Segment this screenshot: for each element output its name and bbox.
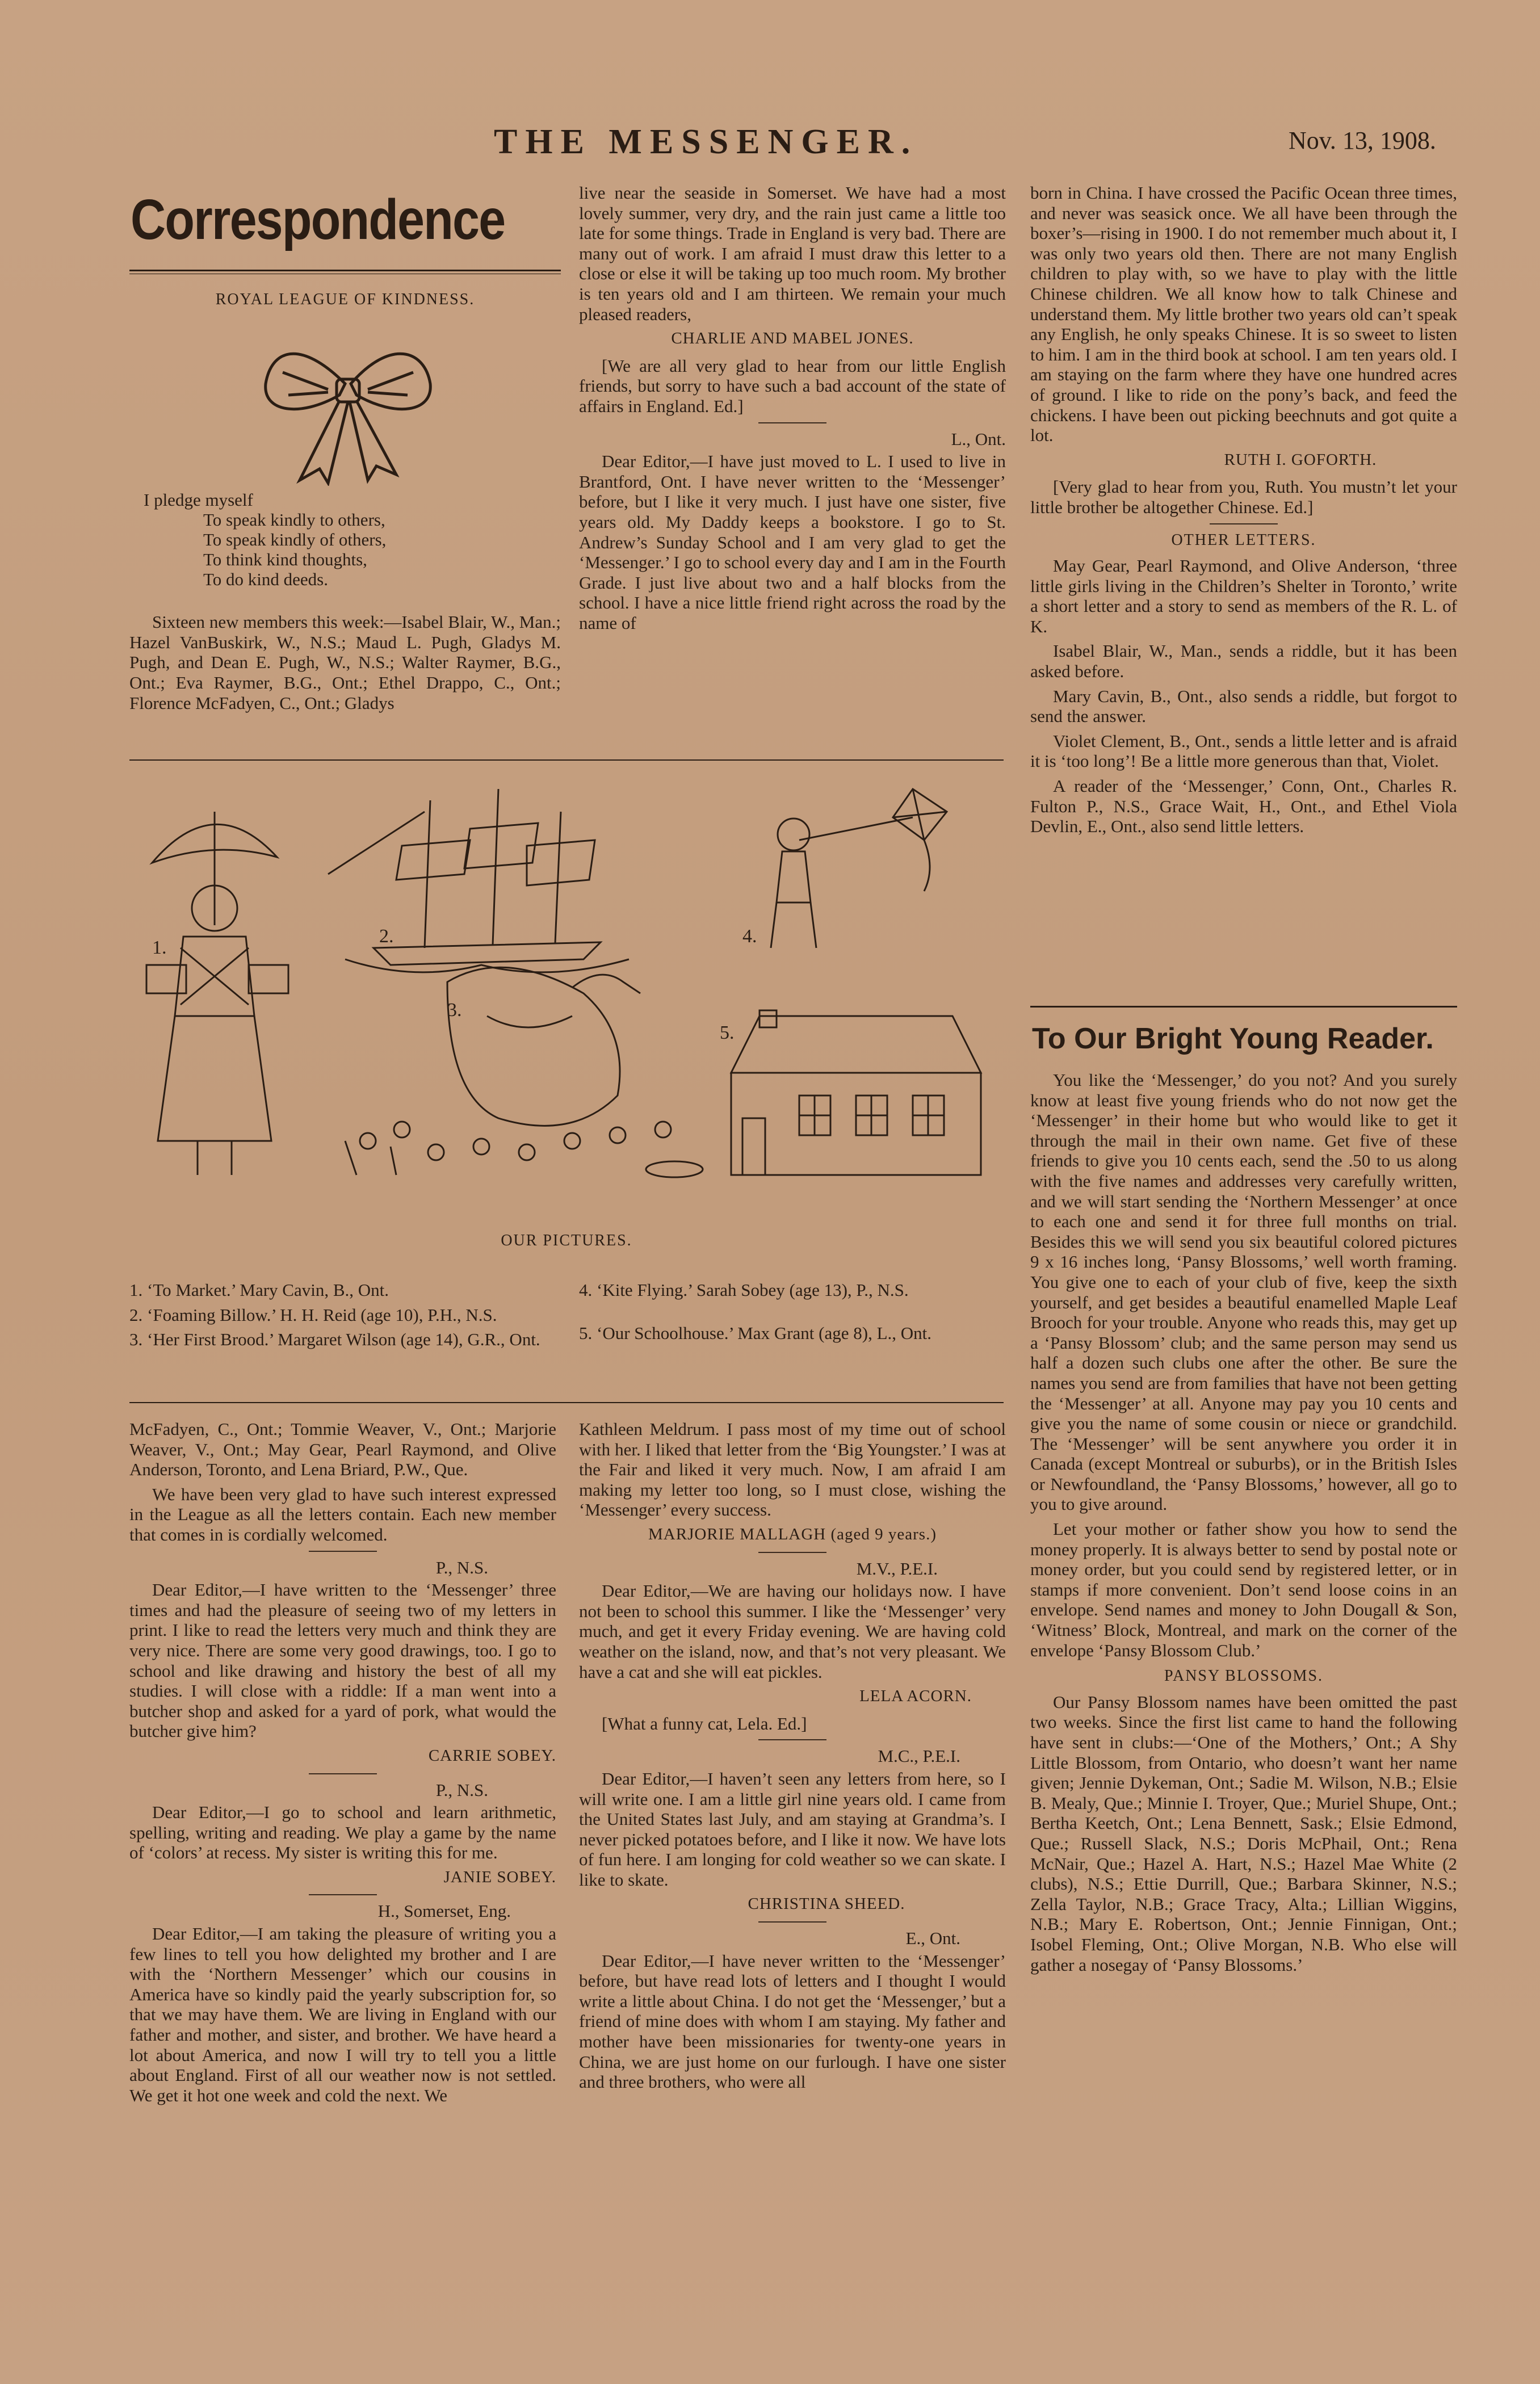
section-rule	[129, 759, 1004, 761]
letter-text-cont: Kathleen Meldrum. I pass most of my time out of school with her. I liked that letter from the ‘Big Youngster.’ I was at the Fair and liked it very much. Now, I am afraid I am making my letter too long, so I must close, wishing the ‘Messenger’ every success.	[579, 1419, 1006, 1520]
editor-note: [Very glad to hear from you, Ruth. You mustn’t let your little brother be altogether Chinese. Ed.]	[1030, 477, 1457, 517]
divider	[758, 1552, 826, 1553]
picture-caption: 4. ‘Kite Flying.’ Sarah Sobey (age 13), P., N.S.	[579, 1280, 909, 1300]
column-2-top	[579, 183, 1006, 637]
picture-label: 5.	[720, 1022, 735, 1043]
divider	[758, 1739, 826, 1740]
editor-note: [We are all very glad to hear from our little English friends, but sorry to have such a bad account of the state of affairs in England. Ed.]	[579, 355, 1006, 416]
picture-caption: 1. ‘To Market.’ Mary Cavin, B., Ont.	[129, 1280, 389, 1300]
other-letter: May Gear, Pearl Raymond, and Olive Anderson, ‘three little girls living in the Children’s Shelter in Toronto,’ write a short letter and a story to send as members of the R. L. of K.	[1030, 556, 1457, 636]
picture-label: 4.	[742, 926, 757, 947]
letter-text: Dear Editor,—I haven’t seen any letters from here, so I will write one. I am a little girl nine years old. I came from the United States last July, and am staying at Grandma’s. I never picked potatoes before, and I like it now. We have lots of fun here. I am longing for cold weather so we can skate. I like to skate.	[579, 1768, 1006, 1890]
other-letter: Violet Clement, B., Ont., sends a little letter and is afraid it is ‘too long’! Be a little more generous than that, Violet.	[1030, 731, 1457, 771]
welcome-note: We have been very glad to have such interest expressed in the League as all the letters contain. Each new member that comes in is cordially welcomed.	[129, 1484, 556, 1544]
letter-location: E., Ont.	[905, 1928, 960, 1949]
section-rule	[129, 1402, 1004, 1403]
letter-signature: CHARLIE AND MABEL JONES.	[671, 329, 914, 348]
pledge-line: I pledge myself	[144, 490, 253, 510]
letter-location: P., N.S.	[435, 1557, 488, 1577]
column-1-top	[129, 284, 561, 717]
bright-reader-text: Let your mother or father show you how to send the money properly. It is always better to send by postal note or money order, but you could send by registered letter, or in stamps if more convenient. Don’t send loose coins in an envelope. Send names and money to John Dougall & Son, ‘Witness’ Block, Montreal, and mark on the corner of the envelope ‘Pansy Blossom Club.’	[1030, 1519, 1457, 1660]
letter-signature: RUTH I. GOFORTH.	[1224, 450, 1377, 469]
divider	[1210, 523, 1278, 524]
captions-left	[129, 1280, 556, 1354]
letter-text: live near the seaside in Somerset. We have had a most lovely summer, very dry, and the rain just came a little too late for some things. Trade in England is very bad. There are many out of work. I am afraid I must draw this letter to a close or else it will be taking up too much room. My brother is ten years old and I am thirteen. We remain your much pleased readers,	[579, 183, 1006, 324]
members-list-cont: McFadyen, C., Ont.; Tommie Weaver, V., Ont.; Marjorie Weaver, V., Ont.; May Gear, Pearl Raymond, and Olive Anderson, Toronto, and Lena Briard, P.W., Que.	[129, 1419, 556, 1480]
members-list: Sixteen new members this week:—Isabel Blair, W., Man.; Hazel VanBuskirk, W., N.S.; Maud L. Pugh, Gladys M. Pugh, and Dean E. Pugh, W., N.S.; Walter Raymer, B.G., Ont.; Eva Raymer, B.G., Ont.; Ethel Drappo, C., Ont.; Florence McFadyen, C., Ont.; Gladys	[129, 612, 561, 713]
bright-reader-heading: To Our Bright Young Reader.	[1032, 1022, 1434, 1055]
other-letter: A reader of the ‘Messenger,’ Conn, Ont., Charles R. Fulton P., N.S., Grace Wait, H., Ont., and Ethel Viola Devlin, E., Ont., also send little letters.	[1030, 776, 1457, 837]
letter-signature: CHRISTINA SHEED.	[748, 1895, 905, 1913]
league-title: ROYAL LEAGUE OF KINDNESS.	[215, 291, 475, 308]
letter-location: L., Ont.	[951, 429, 1006, 449]
letter-location: P., N.S.	[435, 1779, 488, 1800]
pledge-line: To do kind deeds.	[203, 569, 328, 590]
other-letter: Mary Cavin, B., Ont., also sends a riddle, but forgot to send the answer.	[1030, 686, 1457, 727]
picture-caption: 3. ‘Her First Brood.’ Margaret Wilson (age 14), G.R., Ont.	[129, 1329, 540, 1350]
bright-reader-text: You like the ‘Messenger,’ do you not? And you surely know at least five young friends who do not now get the ‘Messenger’ in their home but who would like to get it through the mail in their own name. Get five of these friends to give you 10 cents each, send the .50 to us along with the five names and addresses very carefully written, and we will start sending the ‘Northern Messenger’ at once to each one and send it for three full months on trial. Besides this we will send you six beautiful colored pictures 9 x 16 inches long, ‘Pansy Blossoms,’ well worth framing. You give one to each of your club of five, keep the sixth yourself, and get besides a beautiful enamelled Maple Leaf Brooch for your trouble. Anyone who reads this, may get up a ‘Pansy Blossom’ club; and the same person may send us half a dozen such clubs one after the other. Be sure the names you send are from families that have not been getting the ‘Messenger’ at all. Anyone may pay you 10 cents and give you the name of some cousin or niece or grandchild. The ‘Messenger’ will be sent anywhere you order it in Canada (except Montreal or suburbs), or in the British Isles or Newfoundland, the ‘Pansy Blossoms,’ however, all go to you to give around.	[1030, 1070, 1457, 1514]
letter-location: M.V., P.E.I.	[856, 1558, 938, 1579]
heading-rule	[129, 270, 561, 274]
editor-note: [What a funny cat, Lela. Ed.]	[602, 1713, 807, 1734]
drawing-kite-flying	[771, 789, 947, 948]
letter-text: Dear Editor,—I have written to the ‘Messenger’ three times and had the pleasure of seeing two of my letters in print. I like to read the letters very much and think they are very nice. There are some very good drawings, too. I go to school and like drawing and history the best of all my studies. I will close with a riddle: If a man went into a butcher shop and asked for a yard of pork, what would the butcher give him?	[129, 1580, 556, 1741]
pledge	[129, 490, 561, 589]
section-rule	[1030, 1006, 1457, 1008]
our-pictures-heading: OUR PICTURES.	[501, 1232, 632, 1249]
captions-right	[579, 1280, 1006, 1348]
pledge-line: To think kind thoughts,	[203, 549, 367, 570]
letter-signature: JANIE SOBEY.	[443, 1867, 556, 1886]
pansy-heading: PANSY BLOSSOMS.	[1164, 1667, 1324, 1685]
children-drawings	[129, 778, 1004, 1198]
picture-label: 2.	[379, 926, 394, 947]
pledge-line: To speak kindly to others,	[203, 510, 385, 530]
drawing-to-market	[146, 812, 288, 1175]
other-letter: Isabel Blair, W., Man., sends a riddle, but it has been asked before.	[1030, 641, 1457, 682]
divider	[758, 422, 826, 423]
column-1-bottom	[129, 1419, 556, 2110]
letter-signature: LELA ACORN.	[859, 1687, 972, 1706]
column-3-top	[1030, 183, 1457, 841]
letter-text: Dear Editor,—We are having our holidays now. I have not been to school this summer. I like the ‘Messenger’ very much, and get it every Friday evening. We are having cold weather on the island, now, and that’s not very pleasant. We have a cat and she will eat pickles.	[579, 1581, 1006, 1682]
pledge-line: To speak kindly of others,	[203, 530, 387, 550]
correspondence-heading: Correspondence	[131, 188, 505, 251]
other-letters-heading: OTHER LETTERS.	[1171, 531, 1316, 549]
masthead-title: THE MESSENGER.	[494, 123, 918, 161]
drawing-schoolhouse	[731, 1010, 981, 1175]
divider	[309, 1551, 377, 1552]
pansy-list: Our Pansy Blossom names have been omitted the past two weeks. Since the first list came to hand the following have sent in clubs:—‘One of the Mothers,’ Ont.; A Shy Little Blossom, from Ontario, who doesn’t want her name given; Jennie Dykeman, Ont.; Sadie M. Wilson, N.B.; Elsie B. Mealy, Que.; Minnie I. Troyer, Que.; Muriel Shupe, Ont.; Bertha Keetch, Ont.; Lena Bennett, Sask.; Elsie Edmond, Que.; Russell Slack, N.S.; Doris McPhail, Ont.; Rena McNair, Que.; Hazel A. Hart, N.S.; Hazel Mae White (2 clubs), N.S.; Ettie Durrill, Que.; Barbara Skinner, N.S.; Zella Taylor, N.B.; Grace Tracy, Alta.; Lillian Wiggins, N.B.; Mary E. Robertson, Ont.; Jennie Finnigan, Ont.; Isobel Fleming, Ont.; Olive Morgan, N.B. Who else will gather a nosegay of ‘Pansy Blossoms.’	[1030, 1692, 1457, 1975]
letter-location: H., Somerset, Eng.	[377, 1901, 511, 1921]
letter-signature: MARJORIE MALLAGH (aged 9 years.)	[648, 1525, 937, 1543]
drawing-her-first-brood	[345, 967, 703, 1177]
drawing-foaming-billow	[328, 789, 629, 972]
divider	[758, 1921, 826, 1923]
picture-label: 1.	[152, 937, 167, 958]
picture-label: 3.	[447, 1000, 462, 1021]
letter-text: born in China. I have crossed the Pacific Ocean three times, and never was seasick once. We all have been through the boxer’s—rising in 1900. I do not remember much about it, I was only two years old then. There are not many English children to play with, so we have to play with the little Chinese children. We all know how to talk Chinese and understand them. My little brother two years old can’t speak any English, he only speaks Chinese. It is so sweet to listen to him. I am in the third book at school. I am ten years old. I am staying on the farm where they have one hundred acres of ground. I like to ride on the pony’s back, and feed the chickens. I have been out picking beechnuts and got quite a lot.	[1030, 183, 1457, 446]
column-2-bottom	[579, 1419, 1006, 2097]
picture-caption: 5. ‘Our Schoolhouse.’ Max Grant (age 8), L., Ont.	[579, 1323, 931, 1343]
column-3-bottom	[1030, 1070, 1457, 1979]
letter-signature: CARRIE SOBEY.	[428, 1746, 556, 1765]
bow-ribbon-icon	[129, 316, 561, 486]
letter-text: Dear Editor,—I have just moved to L. I used to live in Brantford, Ont. I have never written to the ‘Messenger’ before, but I like it very much. I just have one sister, five years old. My Daddy keeps a bookstore. I go to St. Andrew’s Sunday School and I am very glad to get the ‘Messenger.’ I go to school every day and I am in the Fourth Grade. I just live about two and a half blocks from the school. I have a nice little friend right across the road by the name of	[579, 451, 1006, 633]
letter-text: Dear Editor,—I am taking the pleasure of writing you a few lines to tell you how delighted my brother and I are with the ‘Northern Messenger’ which our cousins in America have so kindly paid the yearly subscription for, so that we may have them. We are living in England with our father and mother, and sister, and brother. We have heard a lot about America, and now I will try to tell you a little about England. First of all our weather now is not settled. We get it hot one week and cold the next. We	[129, 1924, 556, 2105]
letter-text: Dear Editor,—I have never written to the ‘Messenger’ before, but have read lots of letters and I thought I would write a little about China. I do not get the ‘Messenger,’ but a friend of mine does with whom I am staying. My father and mother have been missionaries for twenty-one years in China, we are just home on our furlough. I have one sister and three brothers, who were all	[579, 1950, 1006, 2092]
picture-caption: 2. ‘Foaming Billow.’ H. H. Reid (age 10), P.H., N.S.	[129, 1304, 497, 1325]
divider	[309, 1773, 377, 1774]
letter-location: M.C., P.E.I.	[878, 1746, 960, 1766]
masthead-date: Nov. 13, 1908.	[1289, 127, 1436, 154]
letter-text: Dear Editor,—I go to school and learn arithmetic, spelling, writing and reading. We play a game by the name of ‘colors’ at recess. My sister is writing this for me.	[129, 1802, 556, 1863]
divider	[309, 1894, 377, 1895]
